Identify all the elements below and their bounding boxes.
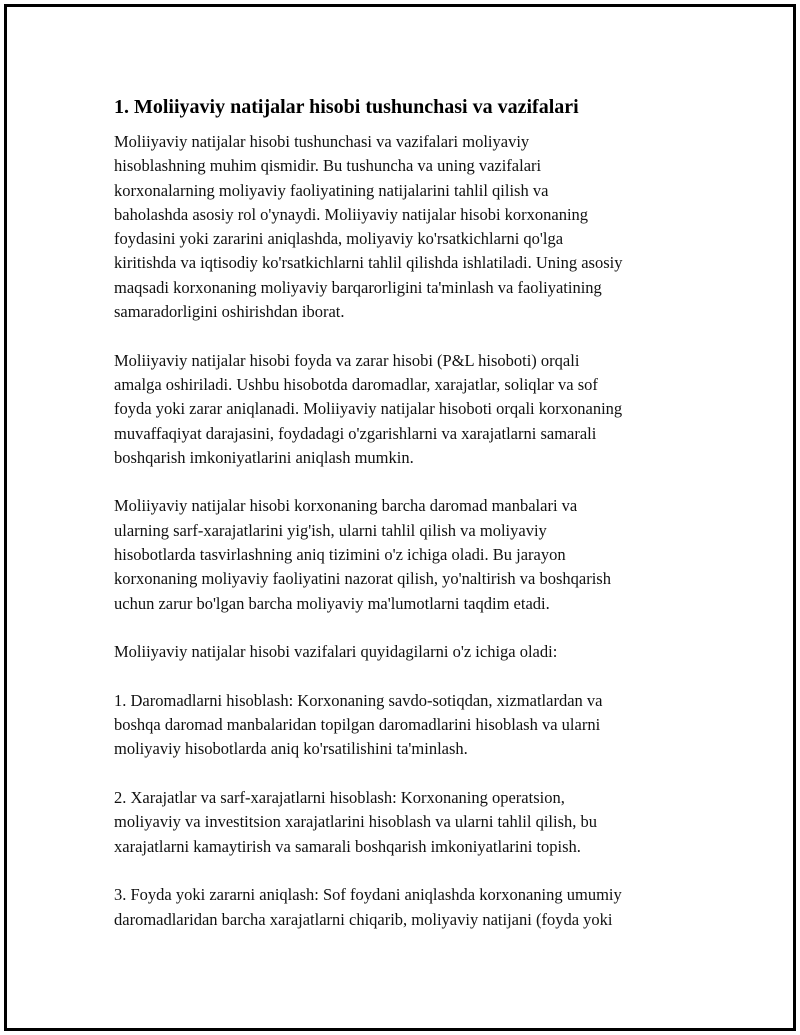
text-line: Moliiyaviy natijalar hisobi korxonaning barcha daromad manbalari va	[114, 496, 578, 516]
text-line: hisoblashning muhim qismidir. Bu tushuncha va uning vazifalari	[114, 156, 542, 176]
list-item-2	[114, 786, 694, 859]
section-heading: 1. Moliiyaviy natijalar hisobi tushunchasi va vazifalari	[114, 96, 579, 118]
text-line: Moliiyaviy natijalar hisobi foyda va zarar hisobi (P&L hisoboti) orqali	[114, 350, 580, 370]
paragraph-4	[114, 640, 694, 664]
text-line: ularning sarf-xarajatlarini yig'ish, ularni tahlil qilish va moliyaviy	[114, 520, 547, 540]
text-line: samaradorligini oshirishdan iborat.	[114, 302, 345, 322]
text-line: maqsadi korxonaning moliyaviy barqarorligini ta'minlash va faoliyatining	[114, 277, 602, 297]
text-line: korxonalarning moliyaviy faoliyatining natijalarini tahlil qilish va	[114, 180, 549, 200]
text-line: baholashda asosiy rol o'ynaydi. Moliiyaviy natijalar hisobi korxonaning	[114, 204, 589, 224]
text-line: 2. Xarajatlar va sarf-xarajatlarni hisoblash: Korxonaning operatsion,	[114, 788, 565, 808]
text-line: boshqa daromad manbalaridan topilgan daromadlarini hisoblash va ularni	[114, 715, 601, 735]
text-line: amalga oshiriladi. Ushbu hisobotda daromadlar, xarajatlar, soliqlar va sof	[114, 374, 598, 394]
document-body	[114, 94, 694, 956]
text-line: hisobotlarda tasvirlashning aniq tizimini o'z ichiga oladi. Bu jarayon	[114, 545, 566, 565]
list-item-1	[114, 689, 694, 762]
text-line: 3. Foyda yoki zararni aniqlash: Sof foydani aniqlashda korxonaning umumiy	[114, 885, 622, 905]
text-line: xarajatlarni kamaytirish va samarali boshqarish imkoniyatlarini topish.	[114, 836, 581, 856]
text-line: kiritishda va iqtisodiy ko'rsatkichlarni tahlil qilishda ishlatiladi. Uning asosiy	[114, 253, 623, 273]
text-line: uchun zarur bo'lgan barcha moliyaviy ma'lumotlarni taqdim etadi.	[114, 593, 550, 613]
text-line: Moliiyaviy natijalar hisobi tushunchasi va vazifalari moliyaviy	[114, 132, 530, 151]
text-line: 1. Daromadlarni hisoblash: Korxonaning savdo-sotiqdan, xizmatlardan va	[114, 690, 603, 710]
list-item-3	[114, 883, 694, 932]
text-line: korxonaning moliyaviy faoliyatini nazorat qilish, yo'naltirish va boshqarish	[114, 569, 611, 589]
text-line: foydasini yoki zararini aniqlashda, moliyaviy ko'rsatkichlarni qo'lga	[114, 229, 564, 249]
paragraph-2	[114, 349, 694, 470]
paragraph-3	[114, 494, 694, 615]
text-line: moliyaviy va investitsion xarajatlarini hisoblash va ularni tahlil qilish, bu	[114, 812, 598, 832]
text-line: boshqarish imkoniyatlarini aniqlash mumkin.	[114, 447, 414, 467]
text-line: foyda yoki zarar aniqlanadi. Moliiyaviy natijalar hisoboti orqali korxonaning	[114, 399, 623, 419]
text-line: muvaffaqiyat darajasini, foydadagi o'zgarishlarni va xarajatlarni samarali	[114, 423, 597, 443]
text-line: Moliiyaviy natijalar hisobi vazifalari quyidagilarni o'z ichiga oladi:	[114, 642, 558, 662]
text-line: daromadlaridan barcha xarajatlarni chiqarib, moliyaviy natijani (foyda yoki	[114, 909, 613, 929]
paragraph-1	[114, 130, 694, 324]
text-line: moliyaviy hisobotlarda aniq ko'rsatilishini ta'minlash.	[114, 739, 468, 759]
